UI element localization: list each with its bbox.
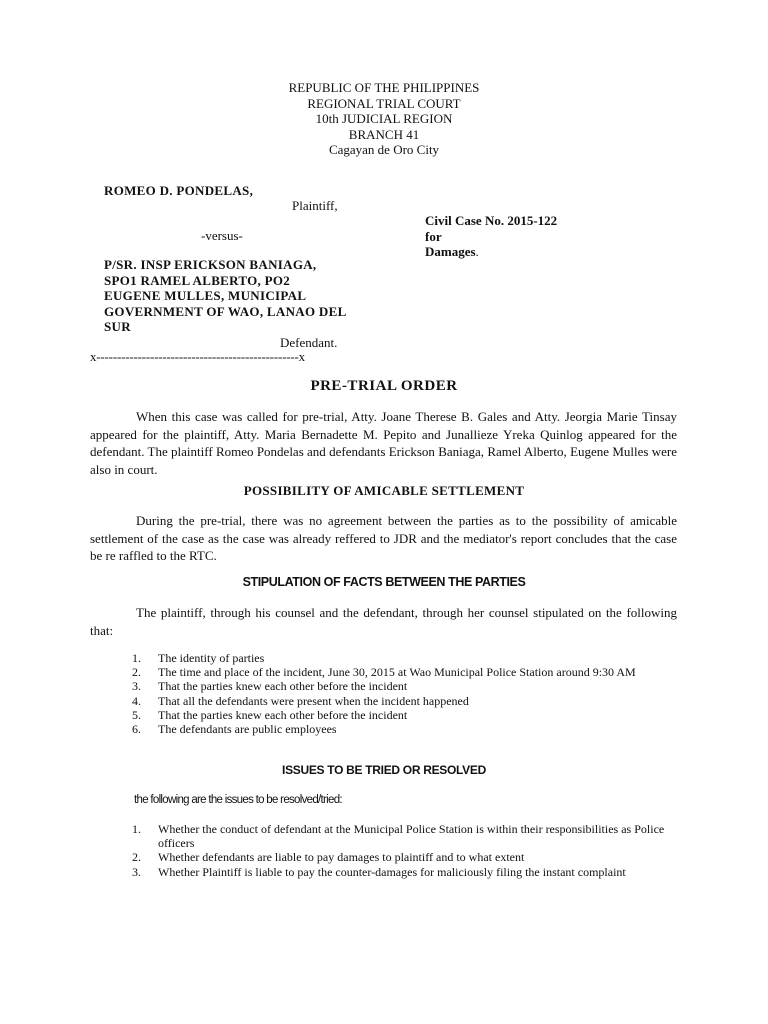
case-for: for — [425, 228, 442, 244]
list-item-text: The identity of parties — [158, 651, 265, 665]
list-item — [132, 679, 672, 693]
caption-separator: x-------------------------------------------------x — [90, 349, 305, 364]
document-title: PRE-TRIAL ORDER — [310, 378, 458, 394]
list-item-text: That all the defendants were present when the incident happened — [158, 693, 469, 708]
intro-paragraph: When this case was called for pre-trial, Atty. Joane Therese B. Gales and Atty. Jeorgia Marie Tinsay appeared for the plaintiff, Atty. Maria Bernadette M. Pepito and Junallieze Yreka Quinlog appeared for the defendant. The plaintiff Romeo Pondelas and defendants Erickson Baniaga, Ramel Alberto, Eugene Mulles were also in court. — [90, 409, 677, 477]
list-item-text: Whether defendants are liable to pay damages to plaintiff and to what extent — [158, 850, 525, 865]
list-item — [132, 850, 672, 864]
header-region: 10th JUDICIAL REGION — [315, 111, 453, 126]
list-item — [132, 822, 672, 850]
issues-heading: ISSUES TO BE TRIED OR RESOLVED — [282, 763, 486, 777]
settlement-heading: POSSIBILITY OF AMICABLE SETTLEMENT — [243, 483, 525, 498]
case-number: Civil Case No. 2015-122 — [425, 213, 558, 228]
case-nature-line — [425, 244, 557, 260]
list-item — [132, 722, 672, 736]
settlement-paragraph: During the pre-trial, there was no agreement between the parties as to the possibility of amicable settlement of the case as the case was already reffered to JDR and the mediator's report concludes that the case be re raffled to the RTC. — [90, 513, 677, 563]
list-item — [132, 665, 672, 679]
header-city: Cagayan de Oro City — [328, 142, 440, 157]
plaintiff-role: Plaintiff, — [292, 198, 338, 213]
list-item-number: 2. — [132, 850, 141, 865]
case-nature-end: . — [475, 244, 479, 259]
list-item-number: 4. — [132, 693, 141, 708]
list-item-text: That the parties knew each other before the incident — [158, 707, 408, 722]
list-item-text: That the parties knew each other before the incident — [158, 679, 408, 694]
stipulation-paragraph: The plaintiff, through his counsel and the defendant, through her counsel stipulated on the following that: — [90, 605, 677, 638]
list-item — [132, 865, 672, 879]
list-item-number: 3. — [132, 864, 141, 879]
case-nature: Damages — [425, 244, 476, 259]
defendants-names: P/SR. INSP ERICKSON BANIAGA, SPO1 RAMEL ALBERTO, PO2 EUGENE MULLES, MUNICIPAL GOVERNMENT OF WAO, LANAO DEL SUR — [104, 257, 346, 334]
header-republic: REPUBLIC OF THE PHILIPPINES — [288, 80, 480, 95]
list-item-text: Whether Plaintiff is liable to pay the counter-damages for maliciously filing the instant complaint — [158, 864, 626, 879]
list-item-number: 6. — [132, 722, 141, 737]
header-branch: BRANCH 41 — [348, 126, 420, 142]
stipulation-heading: STIPULATION OF FACTS BETWEEN THE PARTIES — [242, 575, 526, 589]
list-item-number: 2. — [132, 665, 141, 680]
issues-list — [132, 822, 672, 879]
court-header — [0, 80, 768, 158]
list-item-number: 3. — [132, 679, 141, 694]
list-item — [132, 708, 672, 722]
list-item — [132, 651, 672, 665]
header-court: REGIONAL TRIAL COURT — [307, 95, 461, 111]
defendant-role: Defendant. — [280, 335, 338, 350]
list-item-text: The defendants are public employees — [158, 722, 337, 737]
list-item-text: The time and place of the incident, June 30, 2015 at Wao Municipal Police Station around 9:30 AM — [158, 665, 636, 680]
issues-lead: the following are the issues to be resolved/tried: — [134, 794, 342, 806]
list-item-number: 1. — [132, 822, 141, 836]
stipulation-list — [132, 651, 672, 736]
case-number-block — [425, 213, 557, 260]
list-item — [132, 694, 672, 708]
plaintiff-name: ROMEO D. PONDELAS, — [104, 183, 254, 198]
versus-label: -versus- — [201, 228, 243, 243]
list-item-number: 1. — [132, 651, 141, 665]
list-item-text: Whether the conduct of defendant at the Municipal Police Station is within their responsibilities as Police officers — [158, 822, 665, 851]
list-item-number: 5. — [132, 707, 141, 722]
